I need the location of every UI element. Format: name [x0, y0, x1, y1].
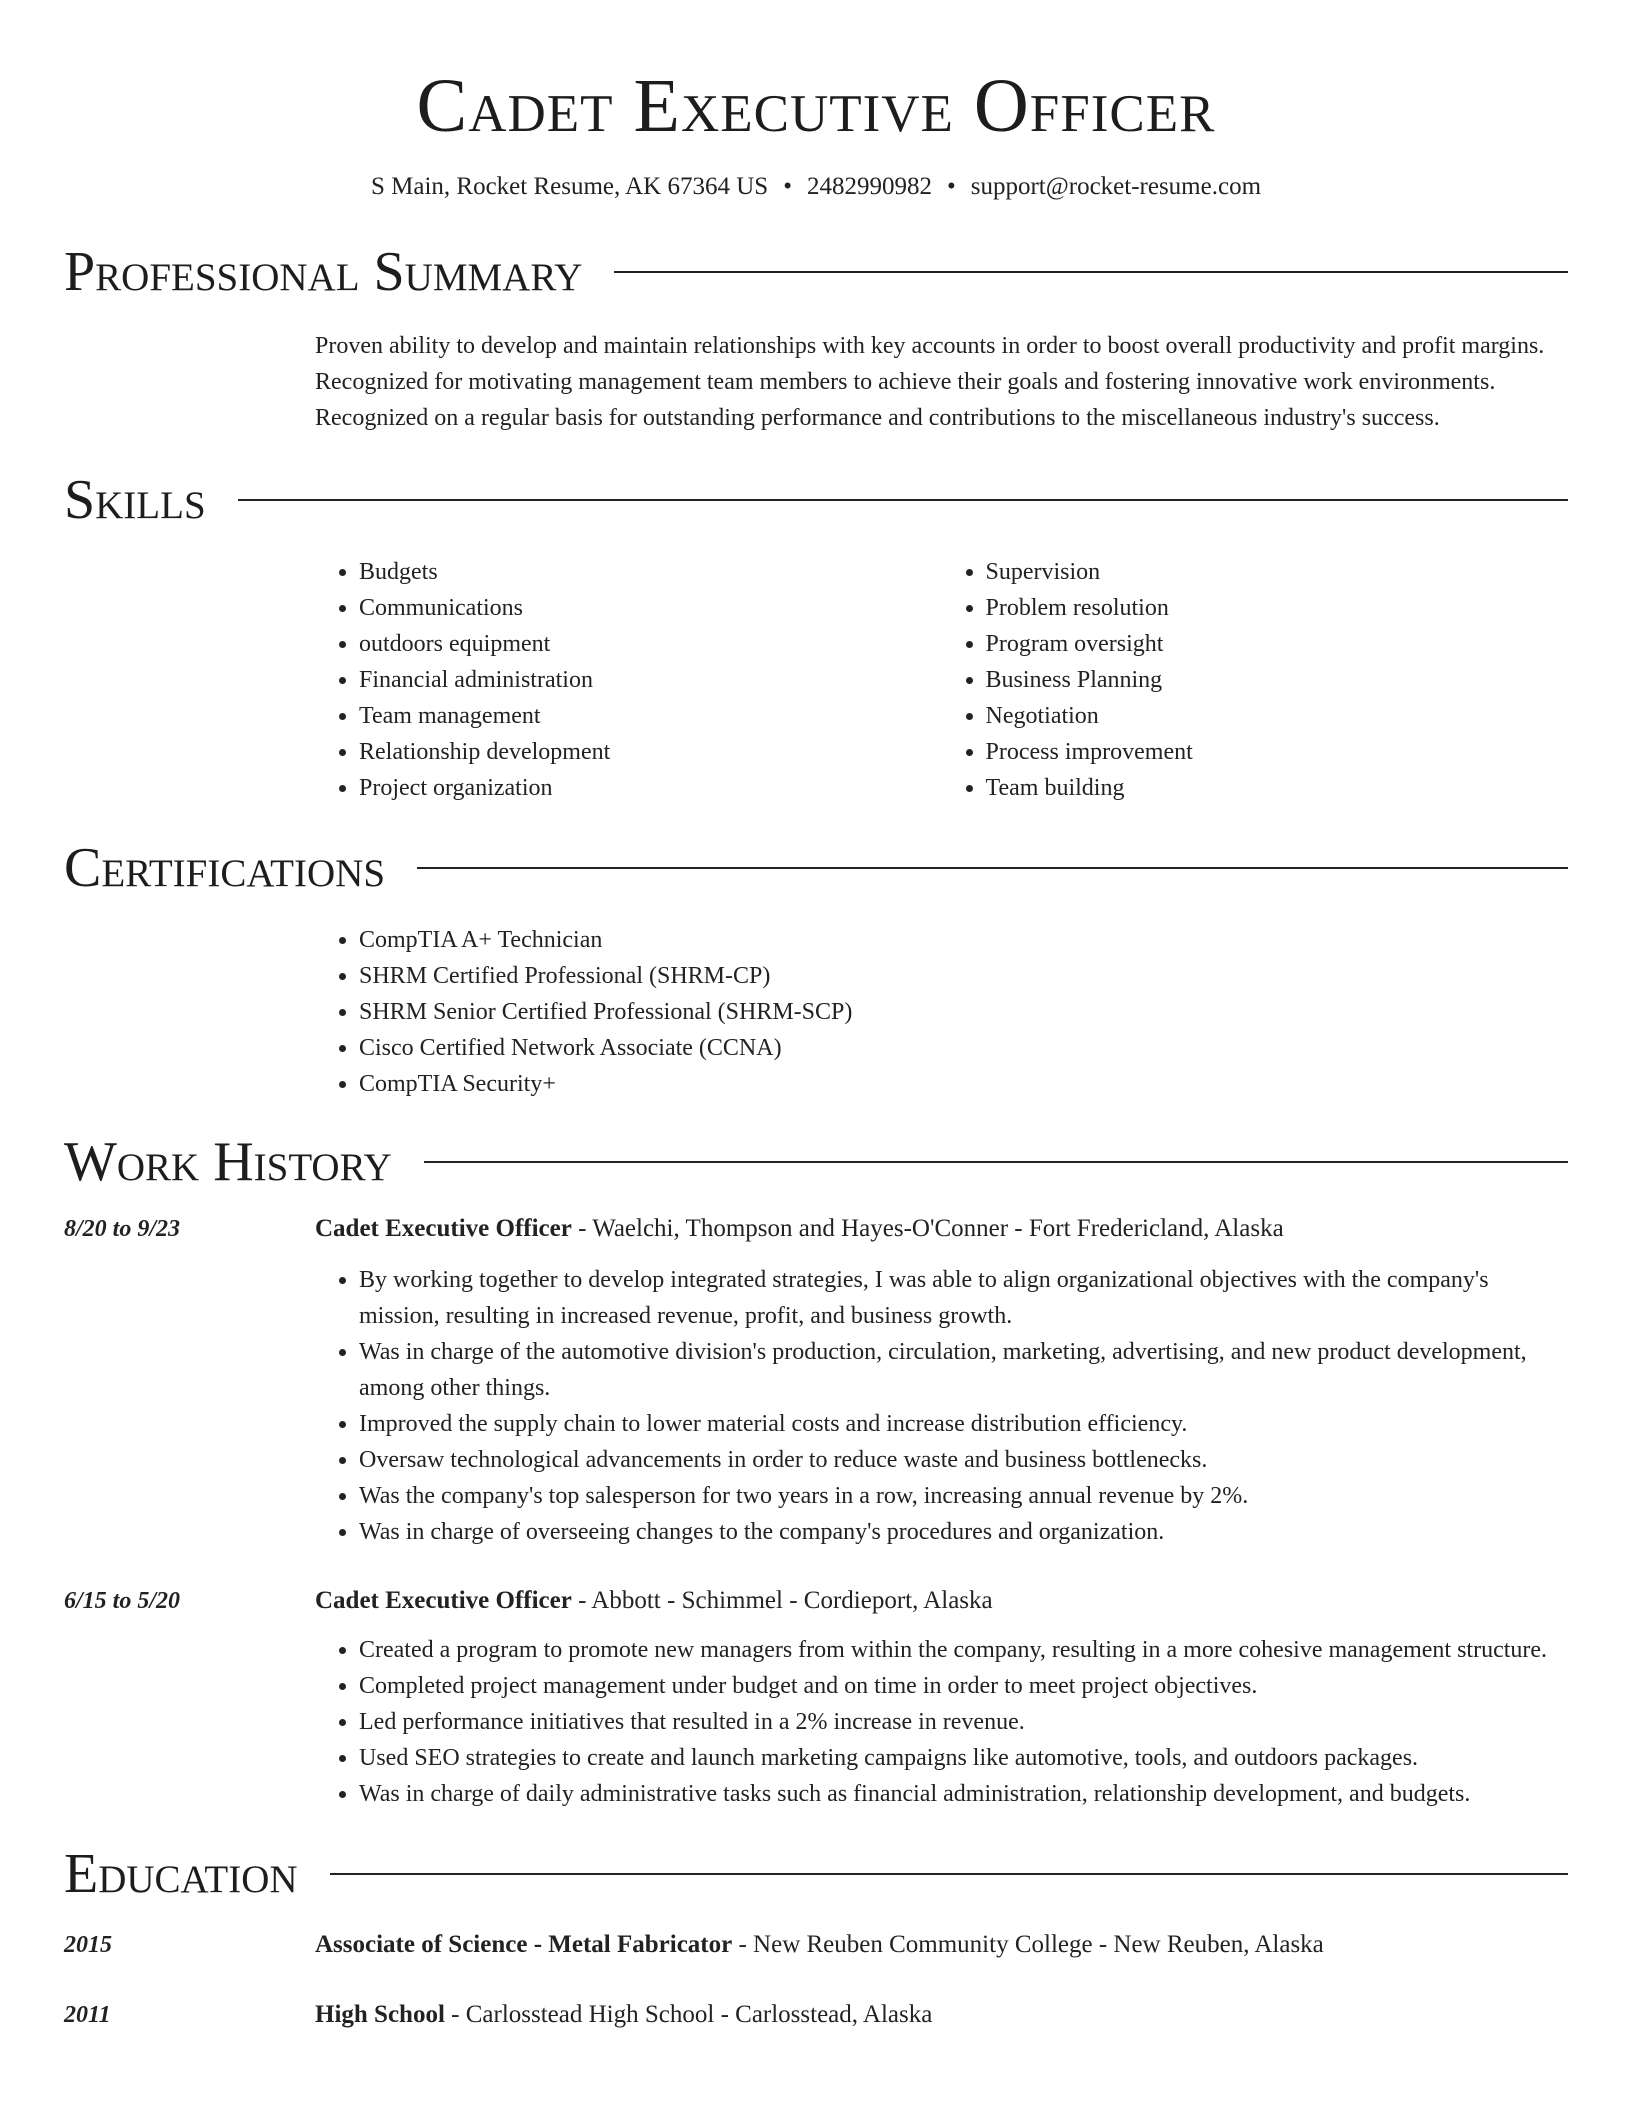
job-bullets [315, 1632, 1568, 1812]
skill-item: • Negotiation [986, 698, 1569, 734]
certification-item: • CompTIA A+ Technician [359, 922, 1568, 958]
section-rule [614, 271, 1568, 273]
address-text: S Main, Rocket Resume, AK 67364 US [370, 173, 769, 200]
education-line [315, 1998, 932, 2032]
job-bullet: • Was the company's top salesperson for two years in a row, increasing annual revenue by 2%. [359, 1478, 1568, 1514]
summary-text: Proven ability to develop and maintain relationships with key accounts in order to boost overall productivity and profit margins. Recognized for motivating management team members to achieve their goals and fostering innovative work environments. Recognized on a regular basis for outstanding performance and contributions to the miscellaneous industry's success. [315, 333, 1545, 431]
certification-item: • Cisco Certified Network Associate (CCNA) [359, 1030, 1568, 1066]
certification-item: • SHRM Senior Certified Professional (SHRM-SCP) [359, 994, 1568, 1030]
certification-item: • SHRM Certified Professional (SHRM-CP) [359, 958, 1568, 994]
job-bullet: • Improved the supply chain to lower material costs and increase distribution efficiency. [359, 1406, 1568, 1442]
job-title: Cadet Executive Officer [315, 1215, 572, 1242]
skill-item: • Project organization [359, 770, 942, 806]
skill-item: • outdoors equipment [359, 626, 942, 662]
job-entry [64, 1212, 1568, 1550]
skill-item: • Program oversight [986, 626, 1569, 662]
job-title-line [315, 1212, 1284, 1246]
skill-item: • Team management [359, 698, 942, 734]
job-bullet: • Was in charge of daily administrative tasks such as financial administration, relationship development, and budgets. [359, 1776, 1568, 1812]
skill-item: • Team building [986, 770, 1569, 806]
job-bullet: • Oversaw technological advancements in order to reduce waste and business bottlenecks. [359, 1442, 1568, 1478]
section-professional-summary [64, 240, 1568, 304]
contact-line [64, 172, 1568, 202]
skill-item: • Budgets [359, 554, 942, 590]
resume-name: Cadet Executive Officer [416, 64, 1216, 148]
section-rule [417, 867, 1568, 869]
education-details: - New Reuben Community College - New Reuben, Alaska [732, 1931, 1324, 1958]
skill-item: • Process improvement [986, 734, 1569, 770]
education-entry [64, 1928, 1568, 1962]
section-heading: Work History [64, 1131, 392, 1193]
separator-1: • [783, 173, 792, 200]
skill-item: • Problem resolution [986, 590, 1569, 626]
job-title-line [315, 1584, 993, 1618]
education-year: 2015 [64, 1932, 112, 1958]
job-dates: 8/20 to 9/23 [64, 1216, 181, 1242]
section-rule [238, 499, 1568, 501]
education-entry [64, 1998, 1568, 2032]
job-dates: 6/15 to 5/20 [64, 1588, 181, 1614]
section-rule [424, 1161, 1568, 1163]
job-bullet: • Was in charge of overseeing changes to the company's procedures and organization. [359, 1514, 1568, 1550]
education-details: - Carlosstead High School - Carlosstead, Alaska [444, 2001, 933, 2028]
skills-list [315, 554, 1568, 806]
job-bullet: • Led performance initiatives that resulted in a 2% increase in revenue. [359, 1704, 1568, 1740]
job-bullet: • Completed project management under budget and on time in order to meet project objectives. [359, 1668, 1568, 1704]
separator-2: • [946, 173, 956, 200]
section-heading: Education [64, 1843, 298, 1905]
job-bullet: • By working together to develop integrated strategies, I was able to align organizational objectives with the company's mission, resulting in increased revenue, profit, and business growth. [359, 1262, 1568, 1334]
job-details: - Abbott - Schimmel - Cordieport, Alaska [571, 1587, 993, 1614]
education-line [315, 1928, 1324, 1962]
skills-column-left [315, 554, 942, 806]
skill-item: • Relationship development [359, 734, 942, 770]
section-certifications [64, 836, 1568, 900]
job-bullet: • Was in charge of the automotive division's production, circulation, marketing, advertising, and new product development, among other things. [359, 1334, 1568, 1406]
section-heading: Professional Summary [64, 241, 583, 303]
section-work-history [64, 1130, 1568, 1194]
section-education [64, 1842, 1568, 1906]
job-bullet: • Used SEO strategies to create and launch marketing campaigns like automotive, tools, and outdoors packages. [359, 1740, 1568, 1776]
skills-column-right [942, 554, 1569, 806]
section-heading: Skills [64, 469, 206, 531]
job-bullet: • Created a program to promote new managers from within the company, resulting in a more cohesive management structure. [359, 1632, 1568, 1668]
certification-item: • CompTIA Security+ [359, 1066, 1568, 1102]
skill-item: • Financial administration [359, 662, 942, 698]
education-degree: High School [315, 2001, 445, 2028]
section-heading: Certifications [64, 837, 386, 899]
job-details: - Waelchi, Thompson and Hayes-O'Conner - Fort Fredericland, Alaska [571, 1215, 1284, 1242]
certifications-list [315, 922, 1568, 1102]
skill-item: • Communications [359, 590, 942, 626]
section-rule [330, 1873, 1568, 1875]
skill-item: • Supervision [986, 554, 1569, 590]
job-title: Cadet Executive Officer [315, 1587, 572, 1614]
skill-item: • Business Planning [986, 662, 1569, 698]
job-bullets [315, 1262, 1568, 1550]
job-entry [64, 1584, 1568, 1812]
education-year: 2011 [64, 2002, 111, 2028]
email-link[interactable]: support@rocket-resume.com [970, 173, 1262, 200]
section-skills [64, 468, 1568, 532]
education-degree: Associate of Science - Metal Fabricator [315, 1931, 733, 1958]
phone-text: 2482990982 [806, 173, 932, 200]
